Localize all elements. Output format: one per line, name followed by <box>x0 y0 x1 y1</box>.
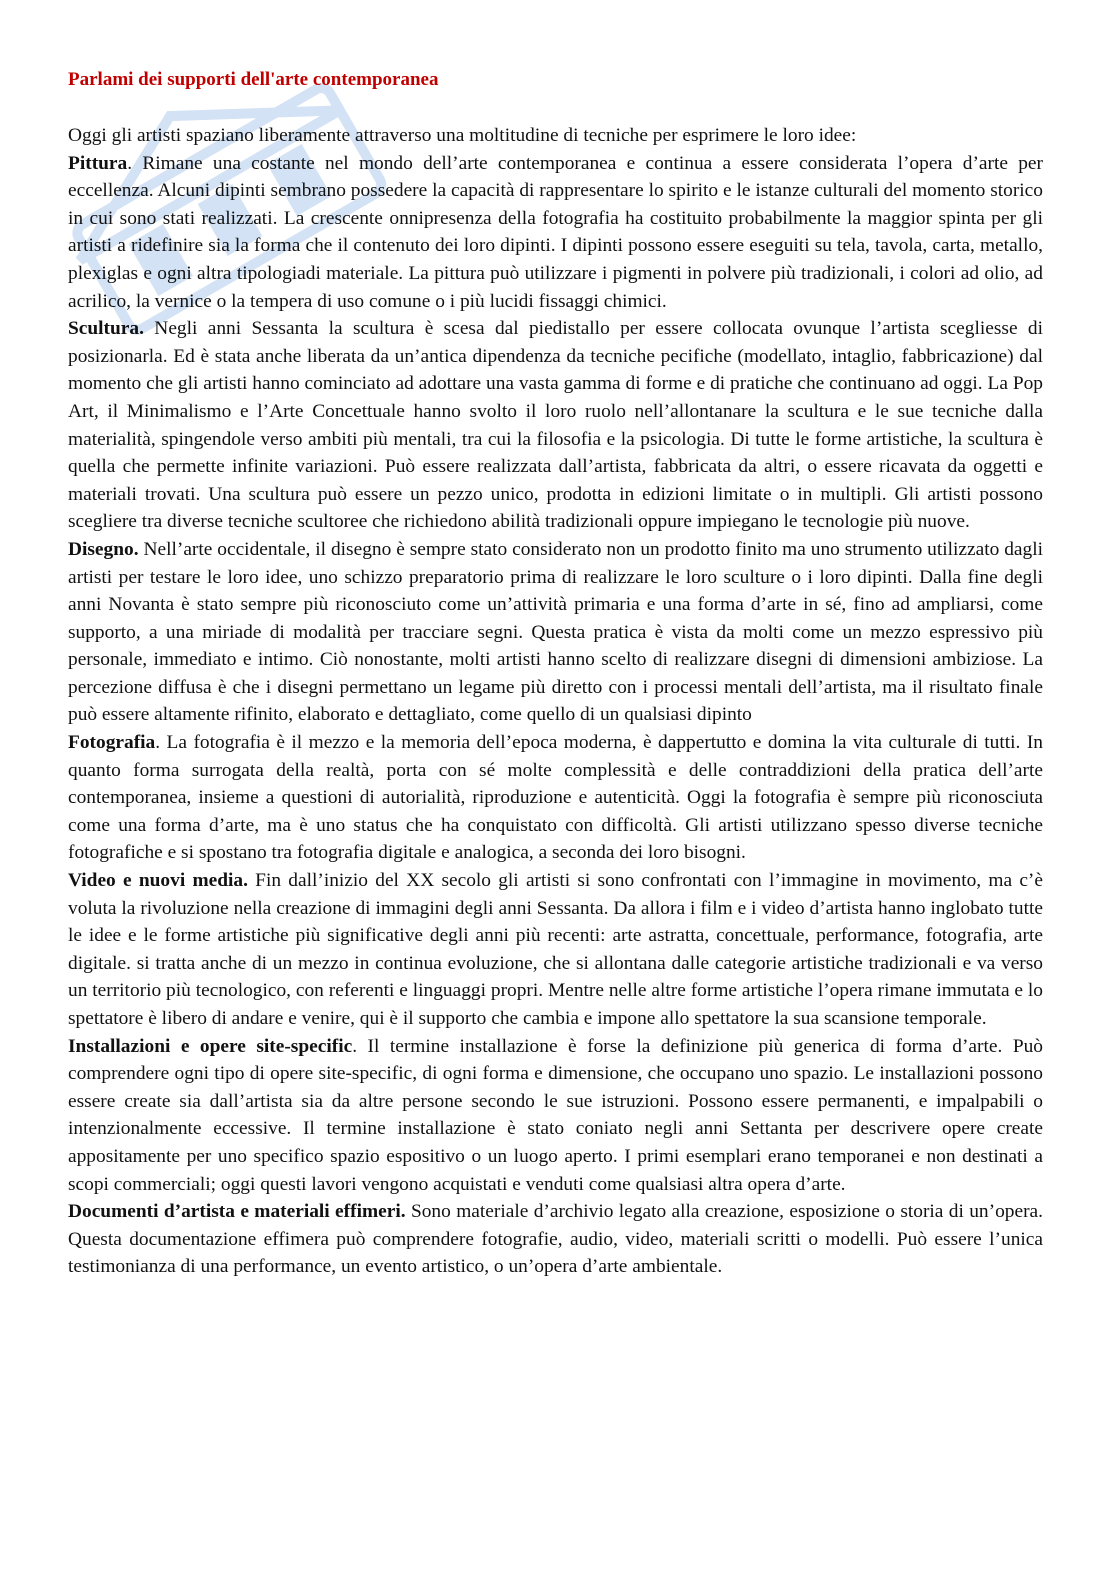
page-title: Parlami dei supporti dell'arte contemporanea <box>68 69 439 90</box>
section-heading: Video e nuovi media. <box>68 870 248 892</box>
section-heading: Disegno. <box>68 538 139 560</box>
section-text: . Il termine installazione è forse la definizione più generica di forma d’arte. Può comprendere ogni tipo di opere site-specific, di ogni forma e dimensione, che occupano uno spazio. Le installazioni possono essere create sia dall’artista sia da altre persone secondo le sue istruzioni. Possono essere permanenti, e impalpabili o intenzionalmente eccessive. Il termine installazione è stato coniato negli anni Settanta per descrivere opere create appositamente per uno specifico spazio espositivo o un luogo aperto. I primi esemplari erano temporanei e non destinati a scopi commerciali; oggi questi lavori vengono acquistati e venduti come qualsiasi altra opera d’arte. <box>68 1035 1043 1195</box>
section-text: . La fotografia è il mezzo e la memoria dell’epoca moderna, è dappertutto e domina la vita culturale di tutti. In quanto forma surrogata della realtà, porta con sé molte complessità e delle contraddizioni della pratica dell’arte contemporanea, insieme a questioni di autorialità, riproduzione e autenticità. Oggi la fotografia è sempre più riconosciuta come una forma d’arte, ma è uno status che ha conquistato con difficoltà. Gli artisti utilizzano spesso diverse tecniche fotografiche e si spostano tra fotografia digitale e analogica, a seconda dei loro bisogni. <box>68 732 1043 864</box>
section-scultura <box>68 315 1043 536</box>
section-text: Fin dall’inizio del XX secolo gli artisti si sono confrontati con l’immagine in movimento, ma c’è voluta la rivoluzione nella creazione di immagini degli anni Sessanta. Da allora i film e i video d’artista hanno inglobato tutte le idee e le forme artistiche più significative degli anni più recenti: arte astratta, concettuale, performance, fotografia, arte digitale. si tratta anche di un mezzo in continua evoluzione, che si allontana dalle categorie artistiche tradizionali e va verso un territorio più tecnologico, con referenti e linguaggi propri. Mentre nelle altre forme artistiche l’opera rimane immutata e lo spettatore è libero di andare e venire, qui è il supporto che cambia e impone allo spettatore la sua scansione temporale. <box>68 870 1043 1029</box>
section-heading: Installazioni e opere site-specific <box>68 1035 353 1057</box>
section-pittura <box>68 150 1043 316</box>
section-fotografia <box>68 729 1043 867</box>
section-text: Nell’arte occidentale, il disegno è sempre stato considerato non un prodotto finito ma uno strumento utilizzato dagli artisti per testare le loro idee, uno schizzo preparatorio prima di realizzare le loro sculture o i loro dipinti. Dalla fine degli anni Novanta è stato sempre più riconosciuto come un’attività primaria e una forma d’arte in sé, fino ad ampliarsi, come supporto, a una miriade di modalità per tracciare segni. Questa pratica è vista da molti come un mezzo espressivo più personale, immediato e intimo. Ciò nonostante, molti artisti hanno scelto di realizzare disegni di dimensioni ambiziose. La percezione diffusa è che i disegni permettano un legame più diretto con i processi mentali dell’artista, ma il risultato finale può essere altamente rifinito, elaborato e dettagliato, come quello di un qualsiasi dipinto <box>68 538 1043 726</box>
section-installazioni <box>68 1033 1043 1199</box>
section-heading: Fotografia <box>68 732 156 754</box>
section-disegno <box>68 536 1043 729</box>
section-video <box>68 867 1043 1033</box>
section-heading: Scultura. <box>68 318 144 340</box>
section-heading: Documenti d’artista e materiali effimeri. <box>68 1201 406 1223</box>
section-text: Sono materiale d’archivio legato alla creazione, esposizione o storia di un’opera. Questa documentazione effimera può comprendere fotografie, audio, video, materiali scritti o modelli. Può essere l’unica testimonianza di una performance, un evento artistico, o un’opera d’arte ambientale. <box>68 1201 1043 1278</box>
intro-paragraph: Oggi gli artisti spaziano liberamente attraverso una moltitudine di tecniche per esprimere le loro idee: <box>68 125 857 146</box>
section-text: Negli anni Sessanta la scultura è scesa dal piedistallo per essere collocata ovunque l’artista scegliesse di posizionarla. Ed è stata anche liberata da un’antica dipendenza da tecniche pecifiche (modellato, intaglio, fabbricazione) dal momento che gli artisti hanno cominciato ad adottare una vasta gamma di forme e di pratiche che continuano ad oggi. La Pop Art, il Minimalismo e l’Arte Concettuale hanno svolto il loro ruolo nell’allontanare la scultura e le sue tecniche dalla materialità, spingendole verso ambiti più mentali, tra cui la filosofia e la psicologia. Di tutte le forme artistiche, la scultura è quella che permette infinite variazioni. Può essere realizzata dall’artista, fabbricata da altri, o essere ricavata da oggetti e materiali trovati. Una scultura può essere un pezzo unico, prodotta in edizioni limitate o in multipli. Gli artisti possono scegliere tra diverse tecniche scultoree che richiedono abilità tradizionali oppure impiegano le tecnologie più nuove. <box>68 318 1043 533</box>
document-page <box>68 66 1043 1281</box>
section-text: . Rimane una costante nel mondo dell’arte contemporanea e continua a essere considerata l’opera d’arte per eccellenza. Alcuni dipinti sembrano possedere la capacità di rappresentare lo spirito e le istanze culturali del momento storico in cui sono stati realizzati. La crescente onnipresenza della fotografia ha costituito probabilmente la maggior spinta per gli artisti a ridefinire sia la forma che il contenuto dei loro dipinti. I dipinti possono essere eseguiti su tela, tavola, carta, metallo, plexiglas e ogni altra tipologiadi materiale. La pittura può utilizzare i pigmenti in polvere più tradizionali, i colori ad olio, ad acrilico, la vernice o la tempera di uso comune o i più lucidi fissaggi chimici. <box>68 152 1043 312</box>
section-documenti <box>68 1198 1043 1281</box>
section-heading: Pittura <box>68 152 128 174</box>
